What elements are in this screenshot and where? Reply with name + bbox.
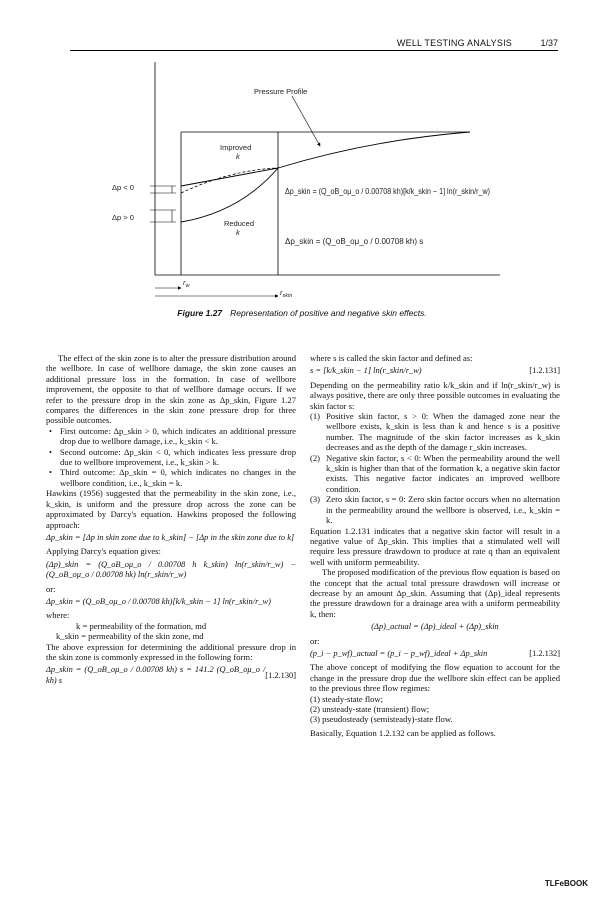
header-title: WELL TESTING ANALYSIS — [396, 38, 512, 48]
right-paragraph-5: The above concept of modifying the flow equation to account for the change in the pressure drop due the wellbore skin effect can be applied to the previous three flow regimes: — [310, 662, 560, 694]
bullet-third-outcome: • Third outcome: Δp_skin = 0, which indicates no changes in the wellbore condition, i.e., k_skin = k. — [46, 467, 296, 488]
reduced-label: Reduced — [224, 219, 255, 228]
equation-1-2-131 — [310, 366, 560, 376]
list-negative-skin-text: Negative skin factor, s < 0: When the permeability around the well k_skin is higher than that of the formation k, a negative skin factor exists. This negative factor indicates an improved wellbore condition. — [326, 452, 560, 494]
equation-1-2-131-body: s = [k/k_skin − 1] ln(r_skin/r_w) — [310, 366, 422, 376]
figure-equation-reduced: Δp_skin = (Q_oB_oμ_o / 0.00708 kh) s — [285, 237, 424, 246]
equation-1-2-132-number: [1.2.132] — [529, 648, 560, 658]
reduced-profile — [181, 168, 278, 222]
equation-1-2-132 — [310, 649, 560, 659]
right-paragraph-4: The proposed modification of the previous flow equation is based on the concept that the actual total pressure drawdown will increase or decrease by an amount Δp_skin. Assuming that (Δp)_ideal represents the pressure drawdown for a drainage area with a uniform permeability k, then: — [310, 567, 560, 619]
equation-skin-dp: Δp_skin = (Q_oB_oμ_o / 0.00708 kh)[k/k_skin − 1] ln(r_skin/r_w) — [46, 596, 271, 606]
equation-1-2-130 — [46, 665, 296, 686]
equation-hawkins: Δp_skin = [Δp in skin zone due to k_skin] − [Δp in the skin zone due to k] — [46, 532, 295, 542]
figure-number: Figure 1.27 — [177, 308, 223, 318]
equation-darcy: (Δp)_skin = (Q_oB_oμ_o / 0.00708 h k_skin) ln(r_skin/r_w) − (Q_oB_oμ_o / 0.00708 hk) ln(r_skin/r_w) — [46, 559, 296, 580]
list-positive-skin: (1) Positive skin factor, s > 0: When the damaged zone near the wellbore exists, k_skin is less than k and hence s is a positive number. The magnitude of the skin factor increases as k_skin decreases and as the depth of the damage r_skin increases. — [310, 411, 560, 453]
list-positive-skin-text: Positive skin factor, s > 0: When the damaged zone near the wellbore exists, k_skin is less than k and hence s is a positive number. The magnitude of the skin factor increases as k_skin decreases and as the depth of the damage r_skin increases. — [326, 411, 560, 453]
left-paragraph-4: The above expression for determining the additional pressure drop in the skin zone is commonly expressed in the following form: — [46, 641, 296, 662]
equation-actual: (Δp)_actual = (Δp)_ideal + (Δp)_skin — [371, 622, 499, 632]
bullet-first-outcome: • First outcome: Δp_skin > 0, which indicates an additional pressure drop due to wellbore damage, i.e., k_skin < k. — [46, 426, 296, 447]
equation-1-2-130-body: Δp_skin = (Q_oB_oμ_o / 0.00708 kh) s = 141.2 (Q_oB_oμ_o / kh) s — [46, 665, 266, 685]
left-paragraph-2: Hawkins (1956) suggested that the permeability in the skin zone, i.e., k_skin, is uniform and the pressure drop across the zone can be approximated by Darcy's equation. Hawkins proposed the following approach: — [46, 488, 296, 530]
list-negative-skin: (2) Negative skin factor, s < 0: When the permeability around the well k_skin is higher than that of the formation k, a negative skin factor exists. This negative factor indicates an improved wellbore condition. — [310, 452, 560, 494]
list-zero-skin-text: Zero skin factor, s = 0: Zero skin factor occurs when no alternation in the permeability around the wellbore is observed, i.e., k_skin = k. — [326, 494, 560, 526]
pressure-profile-curve — [278, 132, 470, 168]
left-paragraph-3: Applying Darcy's equation gives: — [46, 546, 161, 557]
footer-brand: TLFeBOOK — [544, 879, 588, 888]
right-paragraph-2: Depending on the permeability ratio k/k_skin and if ln(r_skin/r_w) is always positive, there are only three possible outcomes in evaluating the skin factor s: — [310, 379, 560, 411]
improved-k-label: k — [236, 152, 240, 161]
right-paragraph-6: Basically, Equation 1.2.132 can be applied as follows. — [310, 727, 496, 738]
right-column — [310, 353, 560, 738]
left-column — [46, 353, 296, 689]
right-paragraph-3: Equation 1.2.131 indicates that a negative skin factor will result in a negative value of Δp_skin. This implies that a stimulated well will require less pressure drawdown to produce at rate q than an equivalent well with uniform permeability. — [310, 525, 560, 567]
definition-kskin: k_skin = permeability of the skin zone, md — [56, 631, 204, 642]
dp-neg-label: Δp < 0 — [112, 183, 134, 192]
regime-1: (1) steady-state flow; — [310, 693, 384, 704]
definition-k: k = permeability of the formation, md — [76, 620, 207, 631]
bullet-second-outcome: • Second outcome: Δp_skin < 0, which indicates less pressure drop due to wellbore improvement, i.e., k_skin > k. — [46, 447, 296, 468]
right-paragraph-1: where s is called the skin factor and defined as: — [310, 353, 473, 363]
page-number: 1/37 — [540, 38, 558, 48]
left-paragraph-1: The effect of the skin zone is to alter the pressure distribution around the wellbore. In case of wellbore damage, the skin zone causes an additional pressure loss in the formation. In case of wellbore improvement, the opposite to that of wellbore damage occurs. If we refer to the pressure drop in the skin zone as Δp_skin, Figure 1.27 compares the differences in the skin zone pressure drop for three possible outcomes. — [46, 353, 296, 426]
list-zero-skin: (3) Zero skin factor, s = 0: Zero skin factor occurs when no alternation in the permeability around the wellbore is observed, i.e., k_skin = k. — [310, 494, 560, 526]
figure-equation-improved: Δp_skin = (Q_oB_oμ_o / 0.00708 kh)[k/k_skin − 1] ln(r_skin/r_w) — [285, 187, 491, 196]
left-where: where: — [46, 610, 70, 621]
equation-1-2-132-body: (p_i − p_wf)_actual = (p_i − p_wf)_ideal + Δp_skin — [310, 648, 488, 658]
pressure-profile-arrow — [292, 96, 320, 146]
ideal-profile-dashed — [181, 168, 278, 193]
pressure-profile-label: Pressure Profile — [254, 87, 308, 96]
regime-3: (3) pseudosteady (semisteady)-state flow. — [310, 714, 453, 725]
regime-2: (2) unsteady-state (transient) flow; — [310, 704, 430, 714]
rw-label: $r_w$ — [183, 278, 190, 289]
figure-caption-text: Representation of positive and negative skin effects. — [230, 308, 427, 318]
rskin-label: $r_{skin}$ — [280, 288, 293, 299]
left-or-1: or: — [46, 583, 56, 594]
figure-caption — [0, 308, 604, 318]
improved-label: Improved — [220, 143, 252, 152]
skin-effect-figure — [0, 0, 604, 310]
reduced-k-label: k — [236, 228, 240, 237]
equation-1-2-131-number: [1.2.131] — [529, 366, 560, 376]
right-or: or: — [310, 635, 320, 646]
dp-pos-label: Δp > 0 — [112, 213, 134, 222]
equation-1-2-130-number: [1.2.130] — [265, 670, 296, 680]
